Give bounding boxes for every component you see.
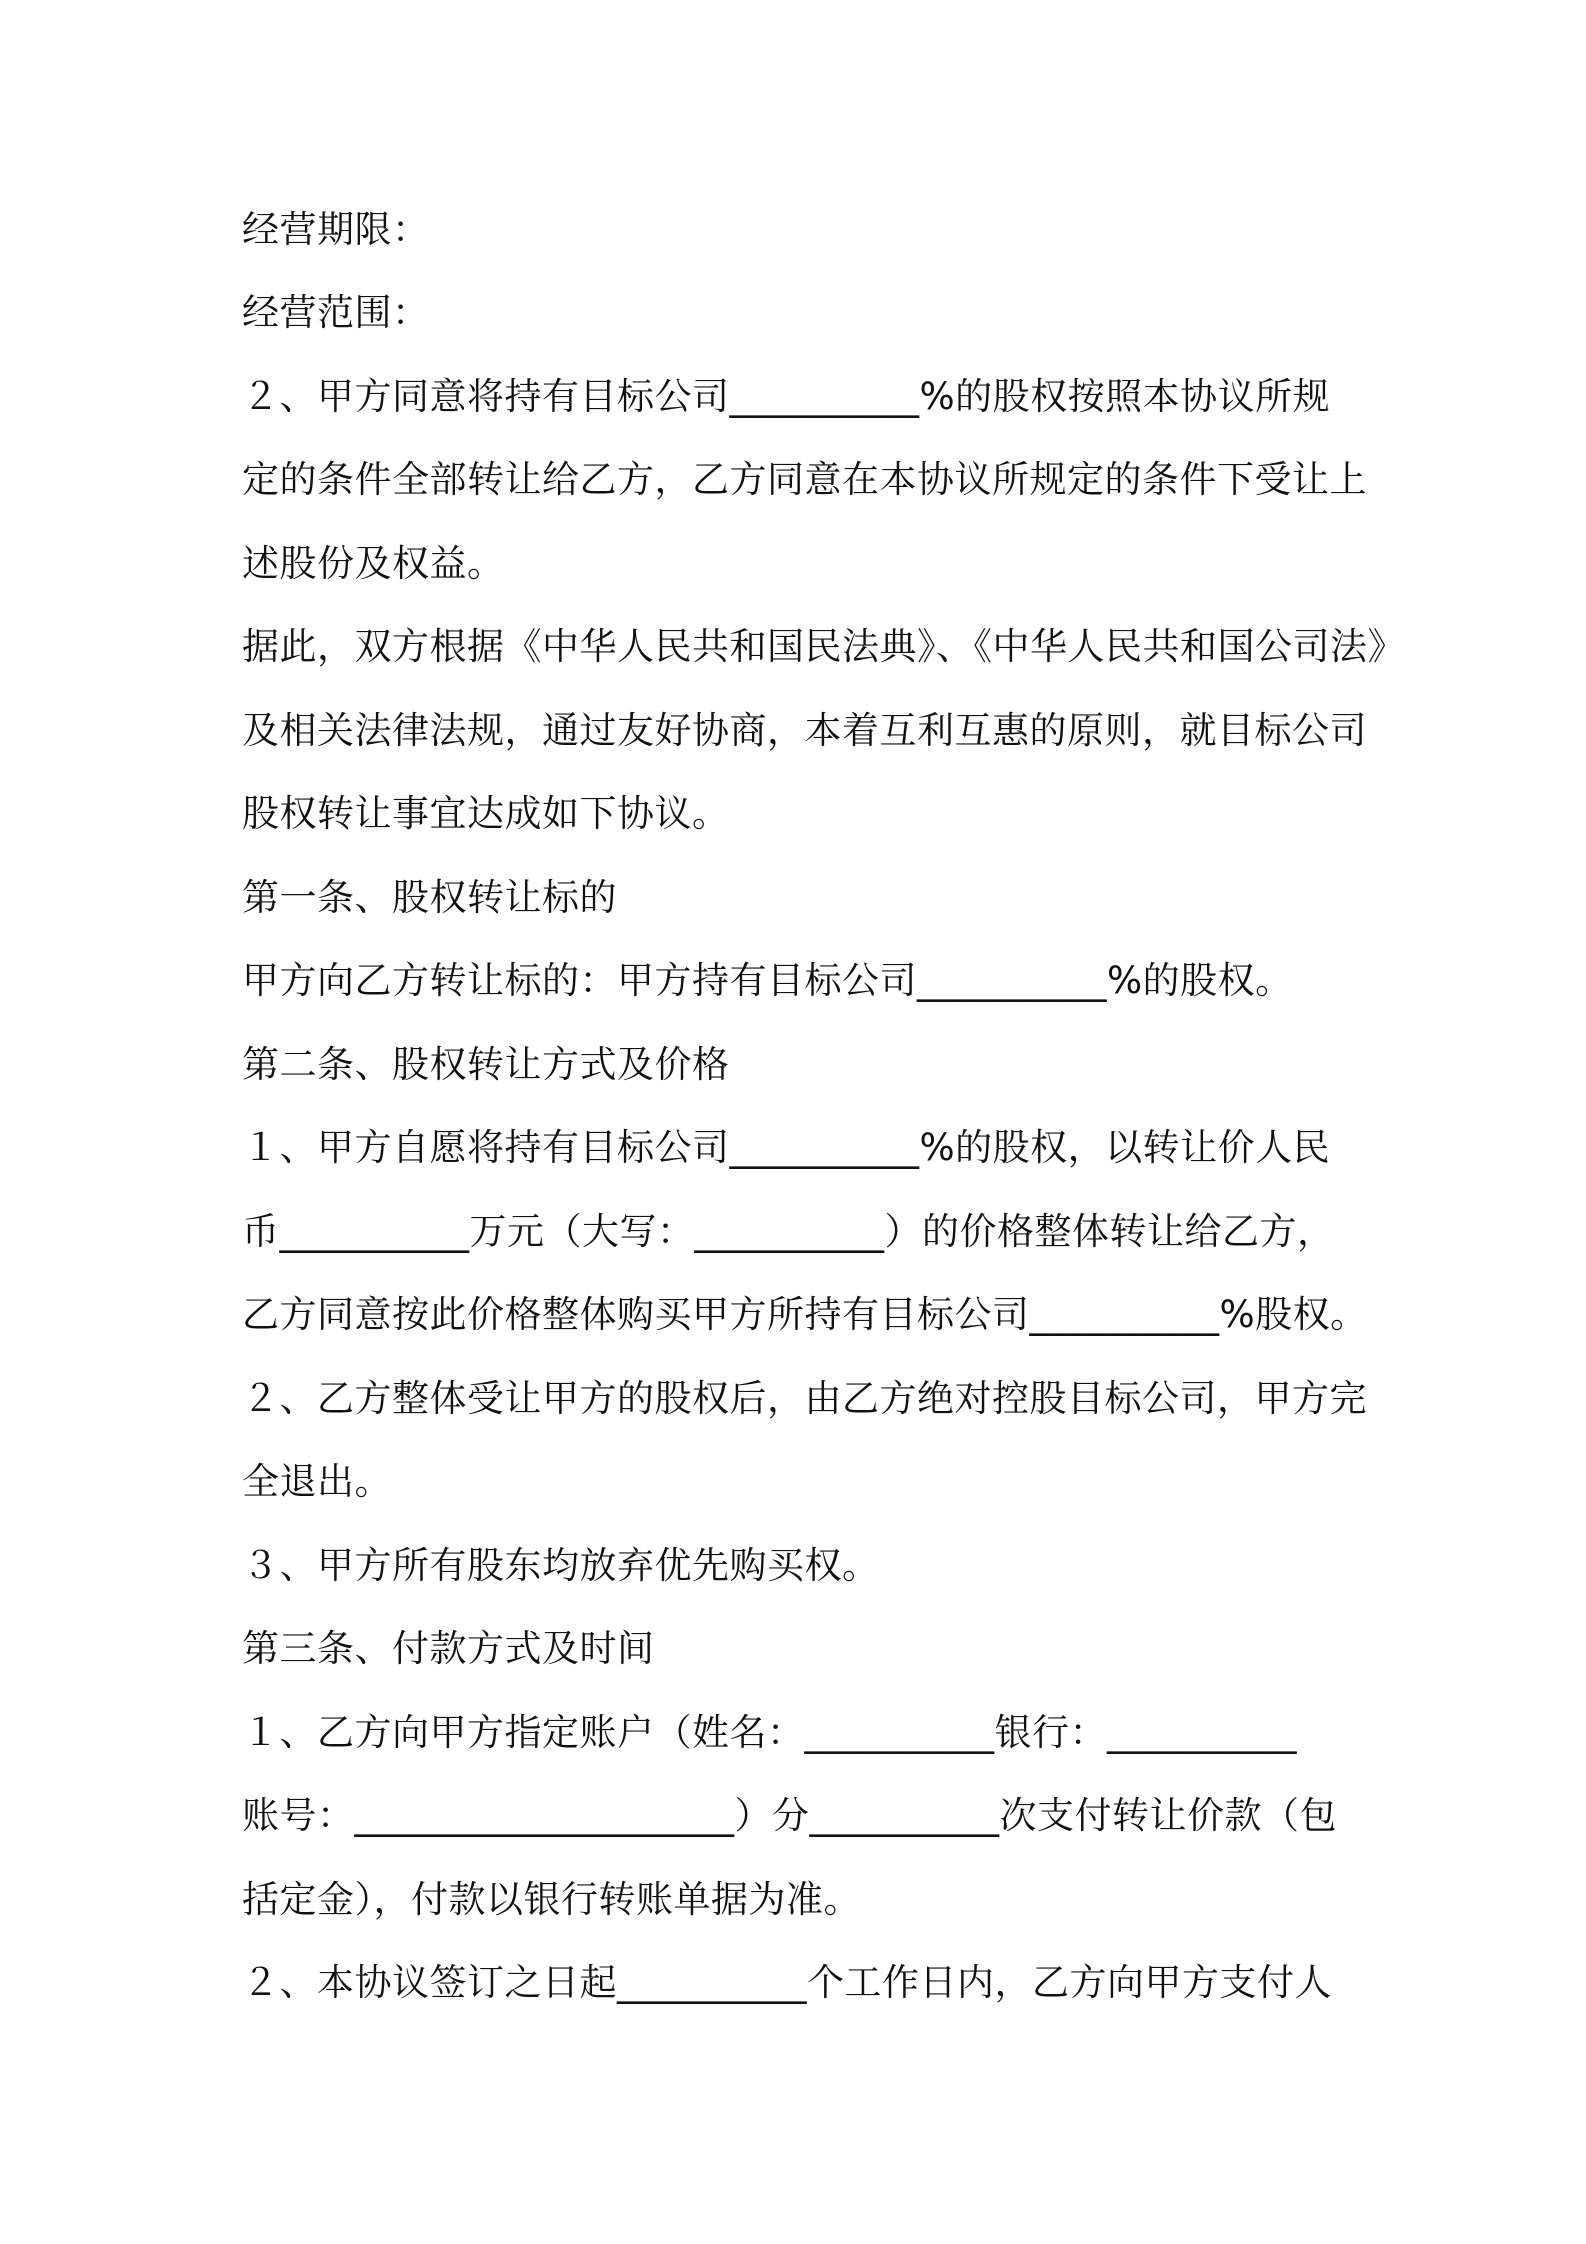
business-term-line: 经营期限： [242,208,430,251]
basis-paragraph-line-2: 及相关法律法规，通过友好协商，本着互利互惠的原则，就目标公司 [242,709,1367,752]
business-scope-line: 经营范围： [242,291,430,334]
article-2-item-1-line-1: １、甲方自愿将持有目标公司__________%的股权，以转让价人民 [242,1126,1331,1169]
article-3-item-1-line-3: 括定金），付款以银行转账单据为准。 [242,1878,861,1921]
article-2-item-1-line-2: 币__________万元（大写：__________）的价格整体转让给乙方， [242,1210,1335,1253]
clause-2-line-1: ２、甲方同意将持有目标公司__________%的股权按照本协议所规 [242,375,1331,418]
article-2-item-1-line-3: 乙方同意按此价格整体购买甲方所持有目标公司__________%股权。 [242,1293,1368,1336]
clause-2-line-3: 述股份及权益。 [242,542,505,585]
article-3-heading: 第三条、付款方式及时间 [242,1627,655,1670]
article-3-item-2-line-1: ２、本协议签订之日起__________个工作日内，乙方向甲方支付人 [242,1961,1332,2004]
article-2-item-3: ３、甲方所有股东均放弃优先购买权。 [242,1544,880,1587]
article-2-item-2-line-1: ２、乙方整体受让甲方的股权后，由乙方绝对控股目标公司，甲方完 [242,1377,1367,1420]
clause-2-line-2: 定的条件全部转让给乙方，乙方同意在本协议所规定的条件下受让上 [242,458,1367,501]
article-1-heading: 第一条、股权转让标的 [242,876,617,919]
basis-paragraph-line-3: 股权转让事宜达成如下协议。 [242,792,730,835]
article-3-item-1-line-1: １、乙方向甲方指定账户（姓名：__________银行：__________ [242,1711,1297,1754]
article-2-heading: 第二条、股权转让方式及价格 [242,1043,730,1086]
article-3-item-1-line-2: 账号：____________________）分__________次支付转让价款（包 [242,1794,1337,1837]
article-2-item-2-line-2: 全退出。 [242,1460,392,1503]
basis-paragraph-line-1: 据此，双方根据《中华人民共和国民法典》、《中华人民共和国公司法》 [242,625,1405,668]
article-1-body: 甲方向乙方转让标的：甲方持有目标公司__________%的股权。 [242,959,1293,1002]
